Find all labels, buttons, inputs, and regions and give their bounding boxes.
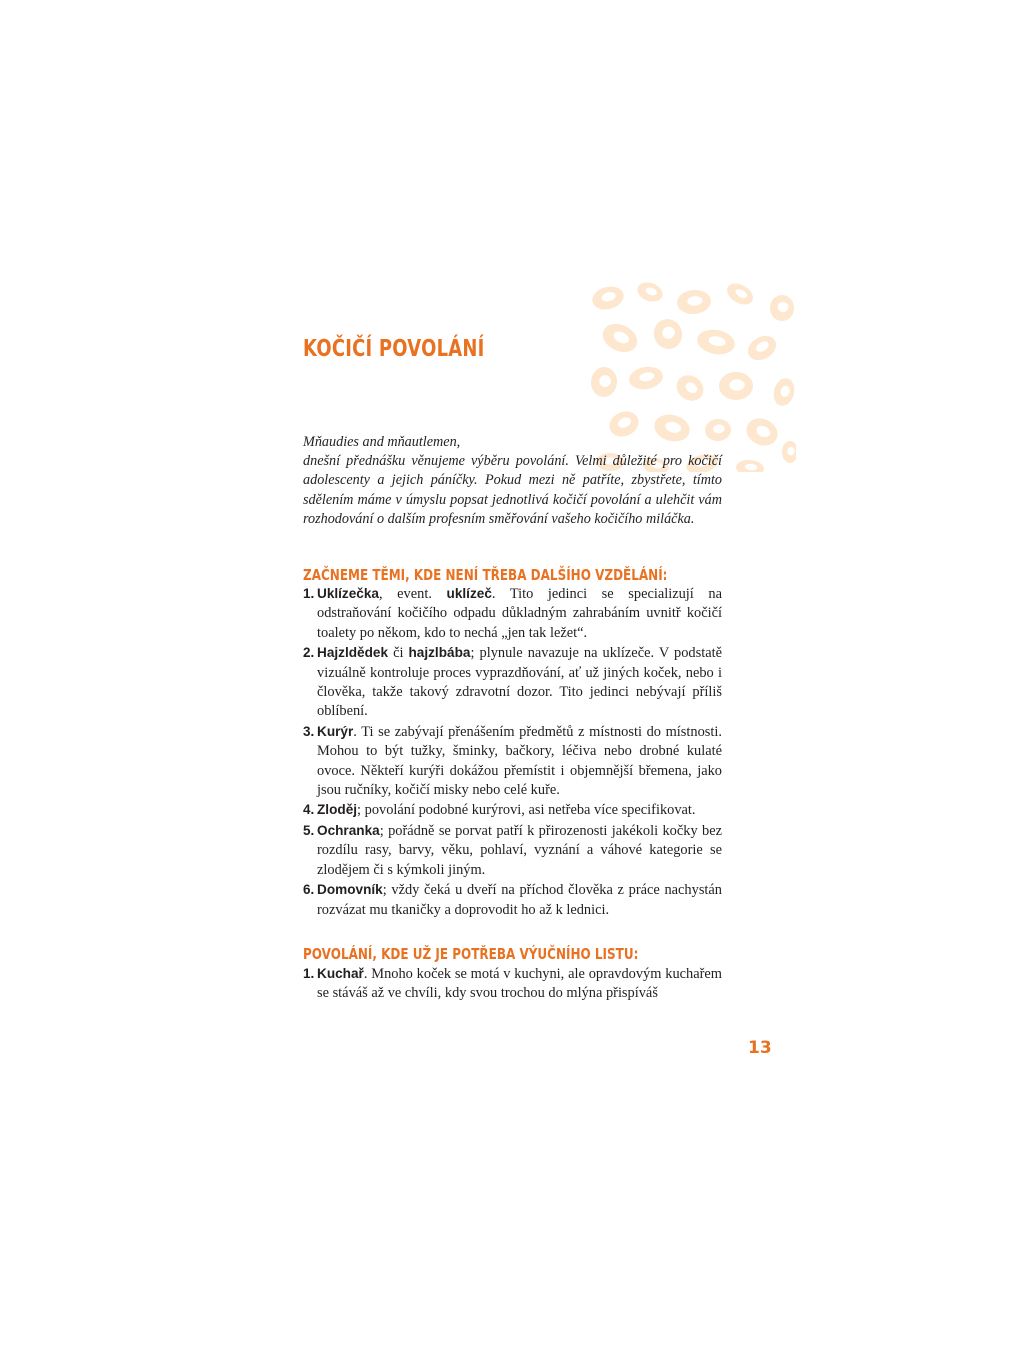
item-number: 1. xyxy=(303,586,315,601)
item-number: 2. xyxy=(303,645,315,661)
item-number: 5. xyxy=(303,822,315,838)
item-number: 4. xyxy=(303,802,315,818)
item-number: 1. xyxy=(303,966,315,981)
list-item xyxy=(303,880,722,920)
list-item xyxy=(303,643,722,722)
item-term-alt: hajzlbába xyxy=(408,645,471,661)
item-connector: či xyxy=(388,645,409,662)
item-connector: , event. xyxy=(378,586,447,602)
intro-paragraph xyxy=(303,433,722,529)
list-item xyxy=(303,821,722,880)
section-heading: ZAČNEME TĚMI, KDE NENÍ TŘEBA DALŠÍHO VZDĚLÁNÍ: xyxy=(303,566,668,584)
occupation-list xyxy=(303,964,722,1004)
item-term: Ochranka xyxy=(317,822,380,838)
page-number: 13 xyxy=(748,1038,772,1058)
section-heading: POVOLÁNÍ, KDE UŽ JE POTŘEBA VÝUČNÍHO LISTU: xyxy=(303,945,639,963)
item-text: ; pořádně se porvat patří k přirozenosti jakékoli kočky bez rozdílu rasy, barvy, věku, pohlaví, vyznání a váhové kategorie se zlodějem či s kýmkoli jiným. xyxy=(317,822,722,878)
item-text: . Mnoho koček se motá v kuchyni, ale opravdovým kuchařem se stáváš až ve chvíli, kdy svou trochou do mlýna přispíváš xyxy=(317,966,722,1002)
item-term: Uklízečka xyxy=(317,586,379,601)
leopard-spot-center xyxy=(778,302,789,312)
intro-greeting: Mňaudies and mňautlemen, xyxy=(303,434,461,450)
item-text: ; plynule navazuje na uklízeče. V podstatě vizuálně kontroluje proces vyprazdňování, ať už jiných koček, nebo i člověka, takže takový zdravotní dozor. Tito jedinci nebývají příliš oblíbení. xyxy=(317,645,722,720)
leopard-spot-center xyxy=(787,447,794,456)
item-term: Kurýr xyxy=(317,723,354,739)
item-text: . Ti se zabývají přenášením předmětů z místnosti do místnosti. Mohou to být tužky, šminky, bačkory, léčiva nebo drobné kulaté ovoce. Někteří kurýři dokážou přemístit i objemnější břemena, jako jsou ručníky, kočičí misky nebo celé kuře. xyxy=(317,723,722,799)
list-item xyxy=(303,800,722,820)
item-term: Kuchař xyxy=(317,966,364,981)
list-item xyxy=(303,584,722,643)
item-term: Zloděj xyxy=(317,802,358,818)
list-item xyxy=(303,964,722,1004)
item-number: 3. xyxy=(303,723,315,739)
item-text: ; vždy čeká u dveří na příchod člověka z práce nachystán rozvázat mu tkaničky a doprovodit ho až k lednici. xyxy=(317,882,722,918)
item-text: ; povolání podobné kurýrovi, asi netřeba více specifikovat. xyxy=(357,802,696,819)
intro-text: dnešní přednášku věnujeme výběru povolání. Velmi důležité pro kočičí adolescenty a jejich páníčky. Pokud mezi ně patříte, zbystřete, tímto sdělením máme v úmyslu popsat jednotlivá kočičí povolání a ulehčit vám rozhodování o dalším profesním směřování vašeho kočičího miláčka. xyxy=(303,453,722,527)
leopard-spot-center xyxy=(729,379,744,390)
item-term: Hajzldědek xyxy=(317,645,389,661)
item-term-alt: uklízeč xyxy=(446,586,492,601)
item-number: 6. xyxy=(303,882,315,898)
item-text: . Tito jedinci se specializují na odstraňování kočičího odpadu důkladným zahrabáním uvnitř kočičí toalety po někom, kdo to nechá „jen tak ležet“. xyxy=(317,586,722,641)
item-term: Domovník xyxy=(317,882,383,898)
page-title: KOČIČÍ POVOLÁNÍ xyxy=(303,336,485,362)
occupation-list xyxy=(303,584,722,920)
list-item xyxy=(303,722,722,801)
